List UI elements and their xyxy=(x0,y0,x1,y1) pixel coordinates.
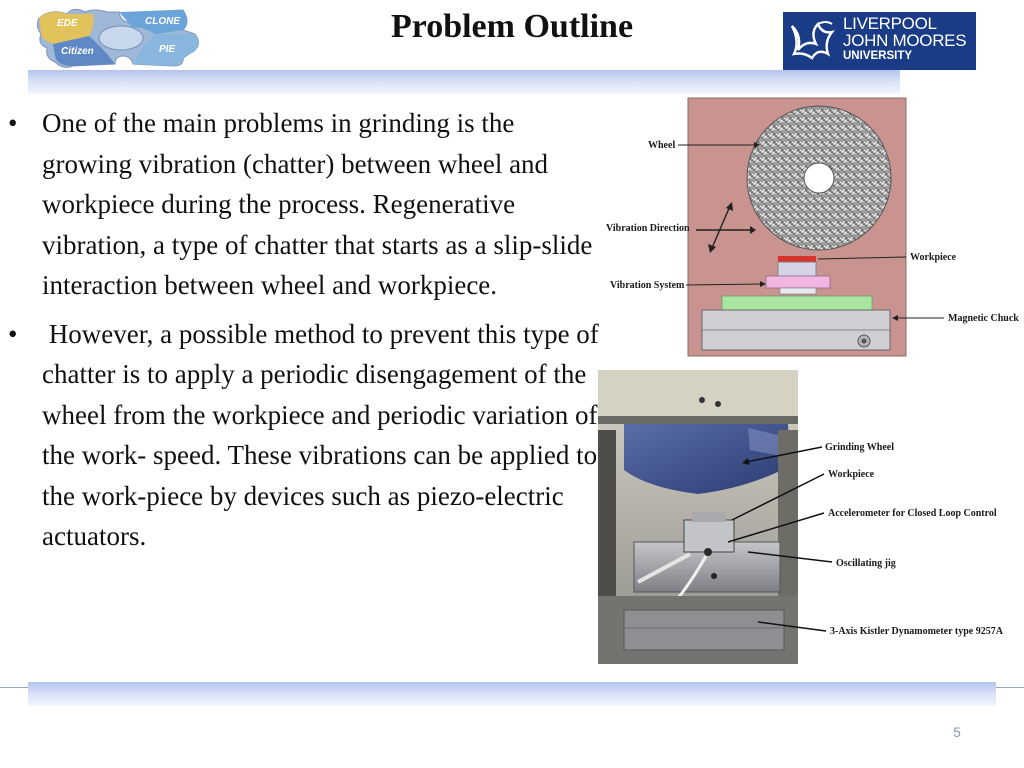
label-vibration-direction: Vibration Direction xyxy=(606,223,690,234)
grinding-setup-photo xyxy=(598,370,1024,666)
bullet-mark: • xyxy=(8,108,18,138)
logo-word-ede: EDE xyxy=(57,18,78,29)
header-band xyxy=(28,70,900,94)
label-wheel: Wheel xyxy=(648,140,676,151)
label-workpiece: Workpiece xyxy=(910,252,957,263)
page-title: Problem Outline xyxy=(390,8,634,45)
vibration-system-block xyxy=(766,276,830,288)
bullet-text: One of the main problems in grinding is the growing vibration (chatter) between wheel and workpiece during the process. Regenerative vibration, a type of chatter that starts as a slip-slide interaction between wheel and workpiece. xyxy=(42,108,593,300)
page-number: 5 xyxy=(953,724,961,740)
university-line-1: LIVERPOOL xyxy=(843,14,937,33)
label-grinding-wheel: Grinding Wheel xyxy=(825,442,894,453)
grinding-schematic-figure xyxy=(600,92,1024,360)
bullet-mark: • xyxy=(8,318,18,349)
project-puzzle-logo xyxy=(33,4,211,72)
label-oscillating-jig: Oscillating jig xyxy=(836,558,896,569)
university-line-2: JOHN MOORES xyxy=(843,31,967,50)
bullet-item xyxy=(0,103,600,306)
bullet-text: However, a possible method to prevent this type of chatter is to apply a periodic disengagement of the wheel from the workpiece and periodic variation of the work- speed. These vibrations can be applied to the work-piece by devices such as piezo-electric actuators. xyxy=(42,318,599,551)
label-vibration-system: Vibration System xyxy=(610,280,685,291)
logo-word-citizen: Citizen xyxy=(61,46,94,57)
footer-band xyxy=(28,682,996,706)
university-name xyxy=(843,15,966,63)
label-accelerometer: Accelerometer for Closed Loop Control xyxy=(828,508,997,519)
bullet-list xyxy=(0,103,600,565)
label-magnetic-chuck: Magnetic Chuck xyxy=(948,313,1019,324)
oscillating-jig-photo xyxy=(684,520,734,552)
workpiece-block xyxy=(778,256,816,262)
bullet-item xyxy=(0,314,600,557)
logo-word-clone: CLONE xyxy=(145,16,180,27)
university-logo xyxy=(783,12,976,70)
logo-word-pie: PIE xyxy=(159,44,176,55)
label-dynamometer: 3-Axis Kistler Dynamometer type 9257A xyxy=(830,626,1003,637)
university-line-3: UNIVERSITY xyxy=(843,50,913,62)
liver-bird-icon xyxy=(788,18,838,64)
label-workpiece-photo: Workpiece xyxy=(828,469,875,480)
